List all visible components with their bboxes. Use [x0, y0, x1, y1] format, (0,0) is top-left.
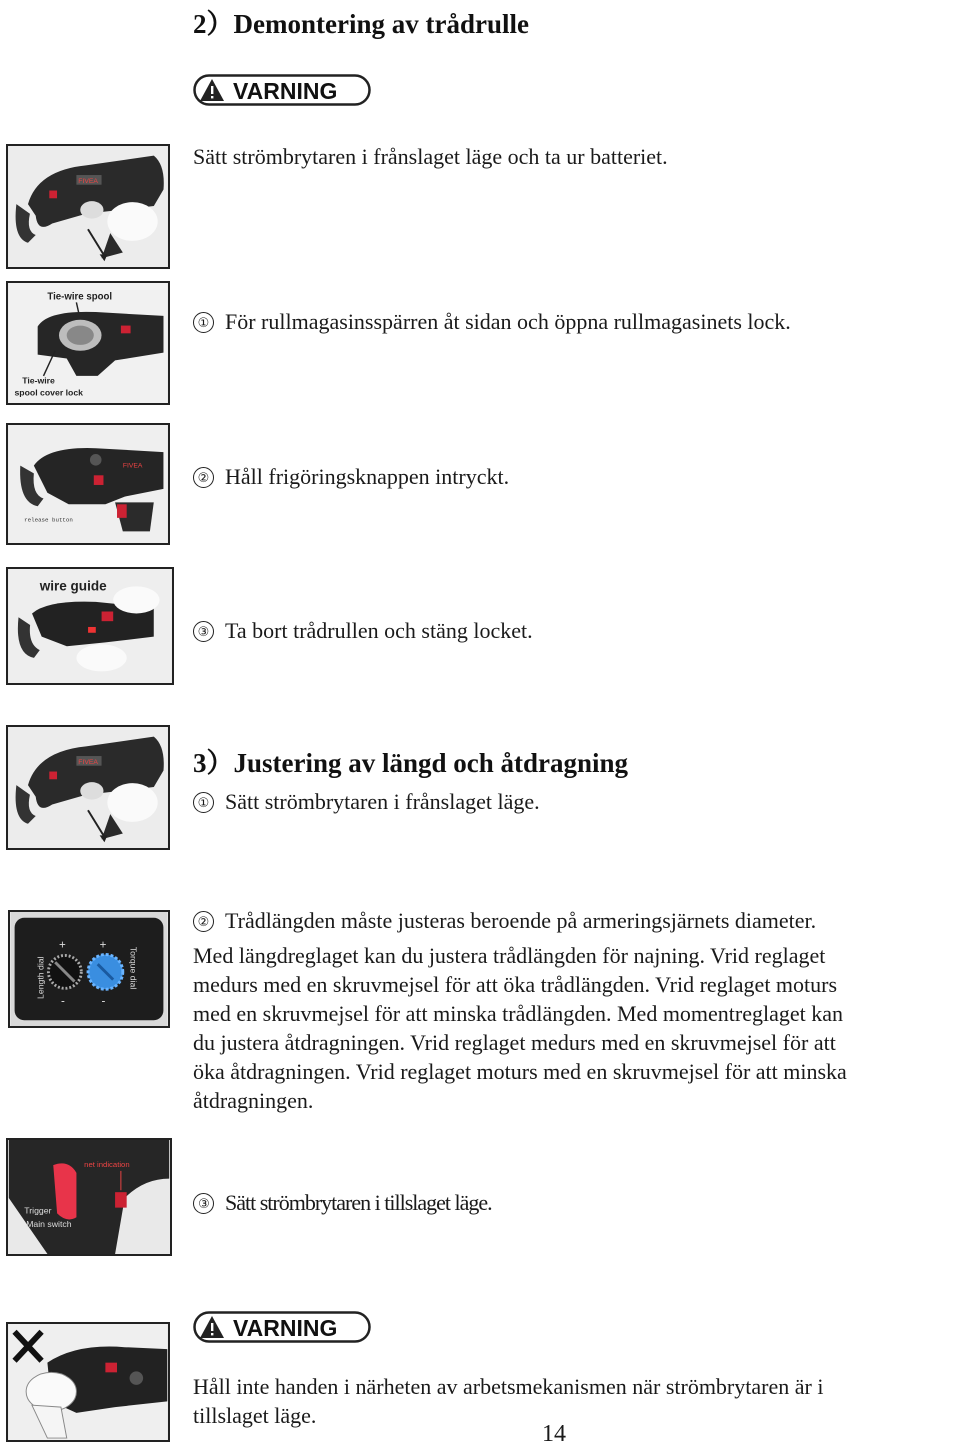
section-2-step-1 — [193, 307, 791, 336]
svg-text:-: - — [101, 995, 106, 1008]
step-text: Trådlängden måste justeras beroende på armeringsjärnets diameter. — [225, 908, 817, 933]
photo-trigger-main-switch — [6, 1138, 172, 1256]
step-number: ② — [193, 911, 214, 932]
step-2-line: du justera åtdragningen. Vrid reglaget medurs med en skruvmejsel för att — [193, 1030, 836, 1055]
step-number: ③ — [193, 621, 214, 642]
svg-text:FIVEA: FIVEA — [78, 758, 98, 766]
svg-text:release button: release button — [24, 516, 73, 524]
photo-hand-warning — [6, 1322, 170, 1442]
step-text: Ta bort trådrullen och stäng locket. — [225, 618, 533, 643]
photo-release-button — [6, 423, 170, 545]
svg-text:net indication: net indication — [84, 1160, 130, 1170]
svg-text:Length dial: Length dial — [35, 956, 46, 999]
warning-badge-1 — [193, 74, 371, 106]
photo-switch-off — [6, 144, 170, 269]
section-2-step-2 — [193, 462, 509, 491]
final-warning-line: Håll inte handen i närheten av arbetsmekanismen när strömbrytaren är i — [193, 1374, 824, 1399]
step-text: För rullmagasinsspärren åt sidan och öppna rullmagasinets lock. — [225, 309, 791, 334]
step-2-first-line — [193, 906, 958, 935]
step-2-line: åtdragningen. — [193, 1088, 314, 1113]
warning-badge-2 — [193, 1311, 371, 1343]
svg-text:Main switch: Main switch — [26, 1218, 72, 1229]
section-3-step-2 — [193, 906, 958, 1115]
svg-text:+: + — [99, 939, 107, 952]
step-2-line: medurs med en skruvmejsel för att öka trådlängden. Vrid reglaget moturs — [193, 972, 838, 997]
warning-label: VARNING — [233, 1315, 338, 1341]
final-warning-text — [193, 1372, 958, 1430]
step-number: ② — [193, 467, 214, 488]
photo-tie-wire-spool — [6, 281, 170, 405]
svg-text:FIVEA: FIVEA — [78, 177, 98, 185]
step-text: Håll frigöringsknappen intryckt. — [225, 464, 510, 489]
svg-text:FIVEA: FIVEA — [122, 462, 143, 470]
step-text: Sätt strömbrytaren i tillslaget läge. — [225, 1190, 492, 1215]
svg-text:Tie-wire: Tie-wire — [22, 375, 55, 386]
step-text: Sätt strömbrytaren i frånslaget läge. — [225, 789, 540, 814]
photo-switch-off-2 — [6, 725, 170, 850]
svg-text:spool cover lock: spool cover lock — [14, 387, 84, 398]
section-2-step-3 — [193, 616, 533, 645]
step-number: ① — [193, 312, 214, 333]
step-number: ① — [193, 792, 214, 813]
svg-text:Tie-wire spool: Tie-wire spool — [47, 291, 113, 303]
page-number: 14 — [542, 1421, 566, 1447]
section-2-title: 2）Demontering av trådrulle — [193, 9, 529, 39]
warning-label: VARNING — [233, 78, 338, 104]
section-3-step-3 — [193, 1188, 492, 1217]
photo-wire-guide — [6, 567, 174, 685]
section-3-step-1 — [193, 787, 540, 816]
svg-text:Trigger: Trigger — [24, 1205, 52, 1216]
step-number: ③ — [193, 1193, 214, 1214]
svg-text:wire guide: wire guide — [39, 578, 107, 594]
step-2-line: med en skruvmejsel för att minska trådlängden. Med momentreglaget kan — [193, 1001, 844, 1026]
section-2-intro: Sätt strömbrytaren i frånslaget läge och ta ur batteriet. — [193, 144, 668, 169]
photo-length-torque-dials — [8, 910, 170, 1028]
svg-text:Torque dial: Torque dial — [128, 946, 139, 990]
section-3-title: 3）Justering av längd och åtdragning — [193, 748, 629, 778]
svg-text:-: - — [60, 995, 65, 1008]
step-2-line: öka åtdragningen. Vrid reglaget moturs med en skruvmejsel för att minska — [193, 1059, 847, 1084]
step-2-line: Med längdreglaget kan du justera trådlängden för najning. Vrid reglaget — [193, 943, 826, 968]
final-warning-line: tillslaget läge. — [193, 1403, 317, 1428]
svg-text:+: + — [59, 939, 66, 952]
